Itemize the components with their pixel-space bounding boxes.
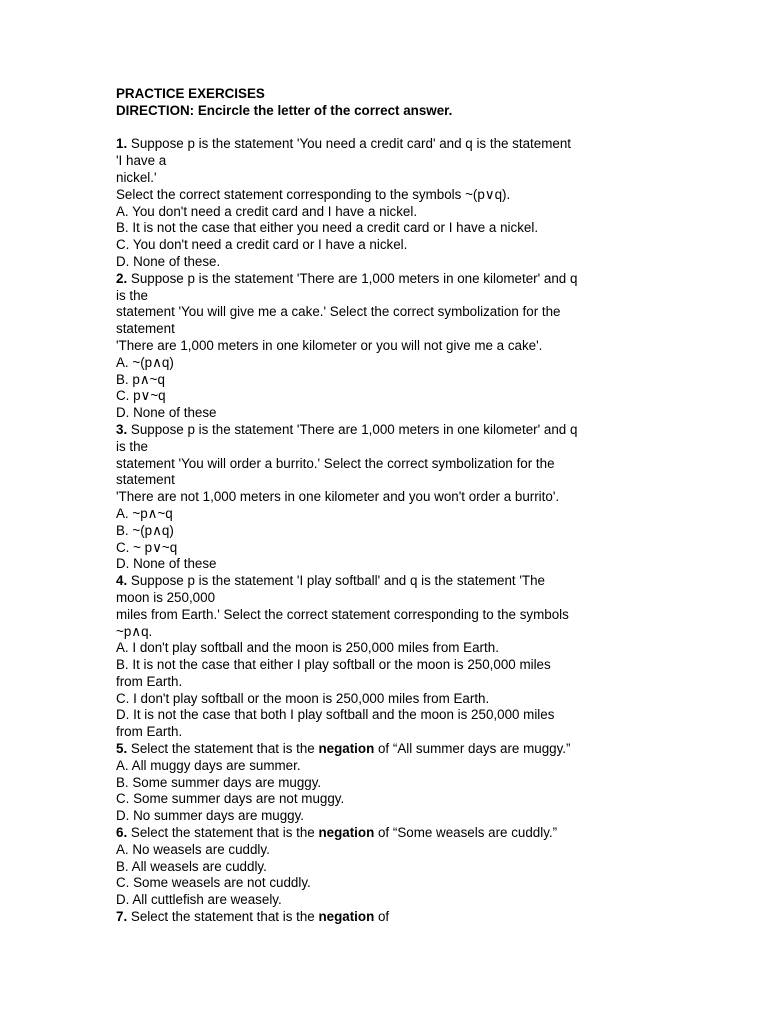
question-number: 1. [116,136,128,152]
option-a[interactable]: A. I don't play softball and the moon is 250,000 miles from Earth. [116,640,499,656]
option-b[interactable]: B. ~(p∧q) [116,522,174,538]
option-d[interactable]: D. None of these [116,405,217,421]
question-number: 7. [116,909,128,925]
stem-text: of “Some weasels are cuddly.” [374,825,558,841]
stem-text: Select the correct statement corresponding to the symbols ~(p∨q). [116,186,511,202]
question-2 [116,271,656,422]
question-6 [116,825,656,909]
option-a[interactable]: A. You don't need a credit card and I have a nickel. [116,203,418,219]
option-b[interactable]: B. It is not the case that either I play softball or the moon is 250,000 miles [116,657,551,673]
stem-text: statement 'You will give me a cake.' Select the correct symbolization for the [116,304,561,320]
stem-text: statement 'You will order a burrito.' Select the correct symbolization for the [116,455,555,471]
stem-text: statement [116,472,175,488]
stem-text: nickel.' [116,169,157,185]
document-page [116,86,656,926]
option-c[interactable]: C. I don't play softball or the moon is 250,000 miles from Earth. [116,690,490,706]
stem-text: 'There are 1,000 meters in one kilometer or you will not give me a cake'. [116,337,543,353]
option-c[interactable]: C. You don't need a credit card or I have a nickel. [116,237,408,253]
option-d[interactable]: D. No summer days are muggy. [116,808,305,824]
option-d[interactable]: D. None of these. [116,253,221,269]
question-1 [116,136,656,270]
question-stem [116,271,656,288]
question-stem [116,825,656,842]
option-d[interactable]: D. All cuttlefish are weasely. [116,892,282,908]
option-d[interactable]: D. None of these [116,556,217,572]
option-a[interactable]: A. All muggy days are summer. [116,757,301,773]
option-b[interactable]: B. It is not the case that either you need a credit card or I have a nickel. [116,220,539,236]
stem-text: Suppose p is the statement 'I play softball' and q is the statement 'The [127,573,545,589]
option-b-continued: from Earth. [116,673,183,689]
option-c[interactable]: C. Some weasels are not cuddly. [116,875,311,891]
option-b[interactable]: B. p∧~q [116,371,165,387]
question-number: 4. [116,573,128,589]
stem-text: Select the statement that is the [127,909,319,925]
option-d-continued: from Earth. [116,724,183,740]
stem-text: Suppose p is the statement 'There are 1,000 meters in one kilometer' and q [127,421,578,437]
stem-text: is the [116,438,149,454]
question-4 [116,573,656,741]
option-c[interactable]: C. p∨~q [116,388,166,404]
option-a[interactable]: A. No weasels are cuddly. [116,841,270,857]
stem-text: Suppose p is the statement 'There are 1,000 meters in one kilometer' and q [127,270,578,286]
negation-keyword: negation [318,825,375,841]
page-title: PRACTICE EXERCISES [116,86,265,101]
question-stem [116,741,656,758]
stem-text: moon is 250,000 [116,589,216,605]
option-d[interactable]: D. It is not the case that both I play softball and the moon is 250,000 miles [116,707,555,723]
negation-keyword: negation [318,741,375,757]
question-5 [116,741,656,825]
stem-text: of “All summer days are muggy.” [374,741,571,757]
option-c[interactable]: C. Some summer days are not muggy. [116,791,345,807]
option-a[interactable]: A. ~(p∧q) [116,354,174,370]
stem-text: Select the statement that is the [127,825,319,841]
question-7 [116,909,656,926]
question-number: 5. [116,741,128,757]
question-number: 6. [116,825,128,841]
option-a[interactable]: A. ~p∧~q [116,505,173,521]
option-c[interactable]: C. ~ p∨~q [116,539,178,555]
spacer [116,120,656,137]
stem-text: statement [116,321,175,337]
question-stem [116,909,656,926]
question-stem [116,422,656,439]
question-number: 3. [116,421,128,437]
stem-text: is the [116,287,149,303]
question-number: 2. [116,270,128,286]
question-stem [116,136,656,153]
option-b[interactable]: B. Some summer days are muggy. [116,774,322,790]
option-b[interactable]: B. All weasels are cuddly. [116,858,267,874]
stem-text: ~p∧q. [116,623,153,639]
negation-keyword: negation [318,909,375,925]
stem-text: miles from Earth.' Select the correct statement corresponding to the symbols [116,606,569,622]
stem-text: 'I have a [116,153,167,169]
stem-text: Select the statement that is the [127,741,319,757]
stem-text: Suppose p is the statement 'You need a credit card' and q is the statement [127,136,571,152]
direction-text: DIRECTION: Encircle the letter of the correct answer. [116,102,453,118]
stem-text: 'There are not 1,000 meters in one kilometer and you won't order a burrito'. [116,489,560,505]
stem-text: of [374,909,390,925]
question-3 [116,422,656,573]
question-stem [116,573,656,590]
